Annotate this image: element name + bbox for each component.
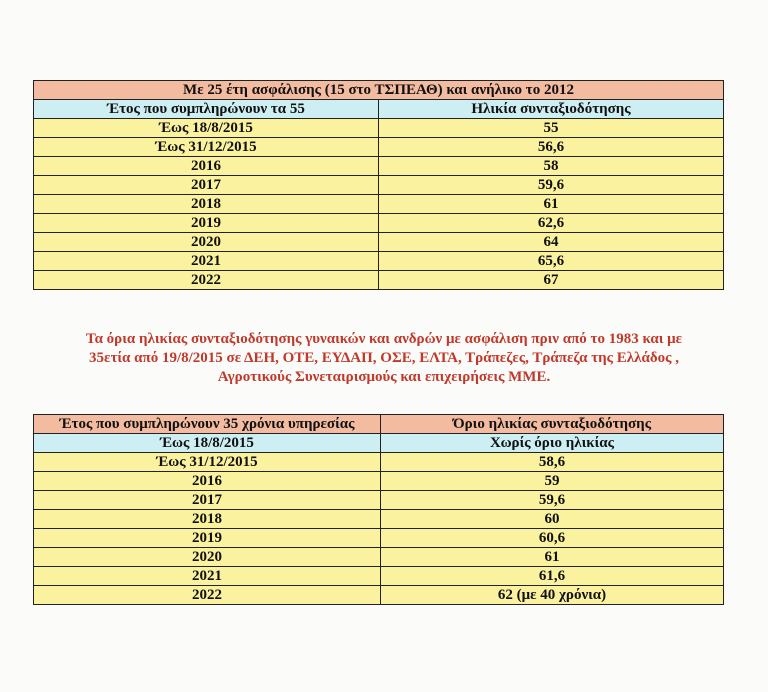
table2-year-cell: Έως 18/8/2015 — [34, 434, 381, 453]
table2-age-cell: 59 — [381, 472, 724, 491]
table2-age-cell: 60,6 — [381, 529, 724, 548]
table1-age-cell: 61 — [379, 195, 724, 214]
table1-year-cell: 2020 — [34, 233, 379, 252]
table-row — [34, 119, 724, 138]
table1-year-cell: 2017 — [34, 176, 379, 195]
table2-age-cell: 62 (με 40 χρόνια) — [381, 586, 724, 605]
table-row — [34, 271, 724, 290]
explanatory-note — [40, 330, 728, 387]
table1-year-cell: 2021 — [34, 252, 379, 271]
retirement-table-25-years — [33, 80, 724, 290]
table1-age-cell: 64 — [379, 233, 724, 252]
table2-year-cell: 2019 — [34, 529, 381, 548]
table-row — [34, 195, 724, 214]
table2-age-cell: 61,6 — [381, 567, 724, 586]
table-row — [34, 510, 724, 529]
table1-age-cell: 67 — [379, 271, 724, 290]
table-row — [34, 434, 724, 453]
note-line: Αγροτικούς Συνεταιρισμούς και επιχειρήσεις ΜΜΕ. — [217, 369, 551, 385]
table2-header-year: Έτος που συμπληρώνουν 35 χρόνια υπηρεσίας — [34, 415, 381, 434]
table2-year-cell: 2021 — [34, 567, 381, 586]
table-row — [34, 138, 724, 157]
table2-year-cell: 2018 — [34, 510, 381, 529]
table2-year-cell: Έως 31/12/2015 — [34, 453, 381, 472]
table2-age-cell: 61 — [381, 548, 724, 567]
table1-age-cell: 58 — [379, 157, 724, 176]
note-line: 35ετία από 19/8/2015 σε ΔΕΗ, ΟΤΕ, ΕΥΔΑΠ, ΟΣΕ, ΕΛΤΑ, Τράπεζες, Τράπεζα της Ελλάδος , — [89, 350, 679, 366]
table1-header-age: Ηλικία συνταξιοδότησης — [379, 100, 724, 119]
table-row — [34, 529, 724, 548]
table2-year-cell: 2017 — [34, 491, 381, 510]
table1-year-cell: 2018 — [34, 195, 379, 214]
retirement-table-35-years — [33, 414, 724, 605]
table1-age-cell: 65,6 — [379, 252, 724, 271]
table1-age-cell: 56,6 — [379, 138, 724, 157]
table1-year-cell: Έως 18/8/2015 — [34, 119, 379, 138]
table-row — [34, 586, 724, 605]
table-row — [34, 176, 724, 195]
table2-year-cell: 2016 — [34, 472, 381, 491]
table-row — [34, 472, 724, 491]
table-row — [34, 252, 724, 271]
table1-age-cell: 62,6 — [379, 214, 724, 233]
table2-year-cell: 2022 — [34, 586, 381, 605]
table-row — [34, 214, 724, 233]
table-row — [34, 453, 724, 472]
table-row — [34, 491, 724, 510]
table2-age-cell: Χωρίς όριο ηλικίας — [381, 434, 724, 453]
table2-age-cell: 58,6 — [381, 453, 724, 472]
table1-year-cell: 2016 — [34, 157, 379, 176]
table-row — [34, 548, 724, 567]
table2-age-cell: 60 — [381, 510, 724, 529]
table2-age-cell: 59,6 — [381, 491, 724, 510]
table-row — [34, 233, 724, 252]
table1-age-cell: 55 — [379, 119, 724, 138]
table1-year-cell: 2022 — [34, 271, 379, 290]
table1-year-cell: 2019 — [34, 214, 379, 233]
table1-header-year: Έτος που συμπληρώνουν τα 55 — [34, 100, 379, 119]
table1-title: Με 25 έτη ασφάλισης (15 στο ΤΣΠΕΑΘ) και ανήλικο το 2012 — [34, 81, 724, 100]
note-line: Τα όρια ηλικίας συνταξιοδότησης γυναικών και ανδρών με ασφάλιση πριν από το 1983 και με — [85, 331, 683, 347]
table2-year-cell: 2020 — [34, 548, 381, 567]
table-row — [34, 157, 724, 176]
table-row — [34, 567, 724, 586]
table2-header-age: Όριο ηλικίας συνταξιοδότησης — [381, 415, 724, 434]
table1-age-cell: 59,6 — [379, 176, 724, 195]
table1-year-cell: Έως 31/12/2015 — [34, 138, 379, 157]
